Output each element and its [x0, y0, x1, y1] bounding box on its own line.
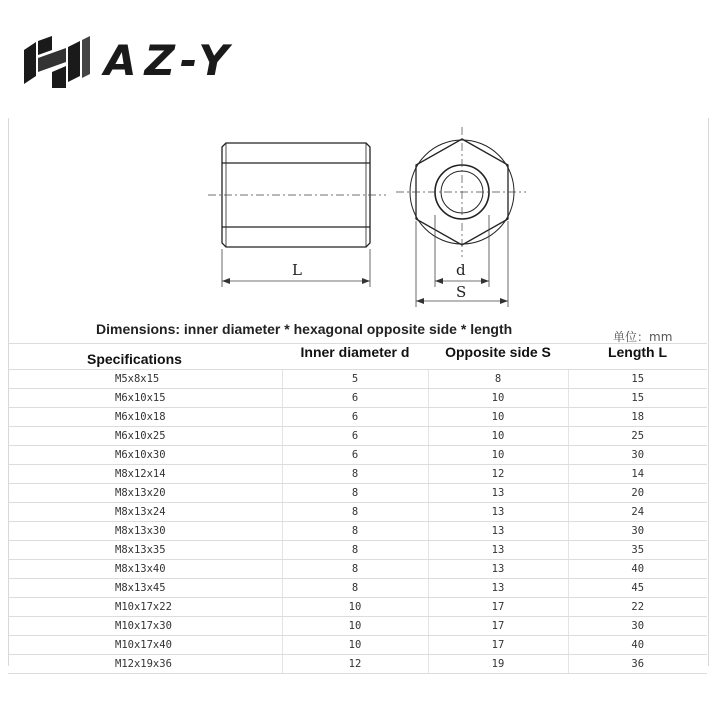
length-cell: 14 — [568, 465, 707, 484]
table-row — [8, 560, 707, 579]
table-row — [8, 465, 707, 484]
length-cell: 40 — [568, 560, 707, 579]
table-row — [8, 655, 707, 674]
opposite-side-cell: 13 — [428, 522, 568, 541]
dimensions-caption: Dimensions: inner diameter * hexagonal opposite side * length — [96, 321, 513, 337]
length-cell: 40 — [568, 636, 707, 655]
length-cell: 30 — [568, 522, 707, 541]
length-cell: 30 — [568, 617, 707, 636]
spec-cell: M10x17x22 — [8, 598, 282, 617]
table-row — [8, 636, 707, 655]
header-opposite-side: Opposite side S — [428, 344, 568, 370]
opposite-side-cell: 13 — [428, 503, 568, 522]
table-row — [8, 503, 707, 522]
inner-diameter-cell: 6 — [282, 389, 428, 408]
opposite-side-cell: 17 — [428, 598, 568, 617]
inner-diameter-cell: 8 — [282, 522, 428, 541]
header-inner-diameter: Inner diameter d — [282, 344, 428, 370]
table-row — [8, 541, 707, 560]
opposite-side-cell: 13 — [428, 579, 568, 598]
inner-diameter-cell: 8 — [282, 541, 428, 560]
length-cell: 35 — [568, 541, 707, 560]
table-row — [8, 427, 707, 446]
spec-cell: M10x17x30 — [8, 617, 282, 636]
inner-diameter-cell: 10 — [282, 636, 428, 655]
inner-diameter-cell: 8 — [282, 560, 428, 579]
spec-cell: M6x10x15 — [8, 389, 282, 408]
inner-diameter-cell: 10 — [282, 617, 428, 636]
opposite-side-cell: 8 — [428, 370, 568, 389]
opposite-side-cell: 17 — [428, 617, 568, 636]
spec-cell: M8x13x24 — [8, 503, 282, 522]
spec-cell: M5x8x15 — [8, 370, 282, 389]
opposite-side-cell: 19 — [428, 655, 568, 674]
table-header-row — [8, 344, 707, 370]
opposite-side-cell: 10 — [428, 389, 568, 408]
brand-name: AZ-Y — [104, 36, 237, 85]
spec-cell: M8x12x14 — [8, 465, 282, 484]
hexagon-logo-icon — [22, 36, 92, 88]
table-row — [8, 446, 707, 465]
inner-diameter-cell: 6 — [282, 427, 428, 446]
table-row — [8, 579, 707, 598]
opposite-side-cell: 13 — [428, 560, 568, 579]
spec-cell: M8x13x35 — [8, 541, 282, 560]
spec-table — [8, 343, 707, 674]
header-specifications: Specifications — [8, 344, 282, 370]
length-cell: 20 — [568, 484, 707, 503]
spec-cell: M6x10x30 — [8, 446, 282, 465]
inner-diameter-cell: 12 — [282, 655, 428, 674]
inner-diameter-cell: 6 — [282, 446, 428, 465]
table-row — [8, 389, 707, 408]
opposite-side-cell: 13 — [428, 541, 568, 560]
inner-diameter-cell: 10 — [282, 598, 428, 617]
spec-cell: M8x13x20 — [8, 484, 282, 503]
table-row — [8, 408, 707, 427]
inner-diameter-cell: 8 — [282, 503, 428, 522]
spec-cell: M8x13x30 — [8, 522, 282, 541]
table-row — [8, 598, 707, 617]
length-cell: 30 — [568, 446, 707, 465]
opposite-side-cell: 10 — [428, 427, 568, 446]
spec-cell: M6x10x25 — [8, 427, 282, 446]
inner-diameter-cell: 8 — [282, 465, 428, 484]
opposite-side-cell: 17 — [428, 636, 568, 655]
spec-cell: M12x19x36 — [8, 655, 282, 674]
inner-diameter-label: d — [456, 261, 466, 279]
opposite-side-label: S — [456, 283, 467, 301]
length-cell: 18 — [568, 408, 707, 427]
length-cell: 15 — [568, 389, 707, 408]
length-cell: 36 — [568, 655, 707, 674]
unit-label: 单位：mm — [613, 330, 673, 344]
table-row — [8, 484, 707, 503]
table-row — [8, 370, 707, 389]
length-cell: 25 — [568, 427, 707, 446]
opposite-side-cell: 13 — [428, 484, 568, 503]
length-cell: 24 — [568, 503, 707, 522]
inner-diameter-cell: 8 — [282, 484, 428, 503]
length-label: L — [292, 261, 302, 279]
opposite-side-cell: 10 — [428, 446, 568, 465]
table-row — [8, 617, 707, 636]
table-row — [8, 522, 707, 541]
spec-cell: M10x17x40 — [8, 636, 282, 655]
length-cell: 45 — [568, 579, 707, 598]
opposite-side-cell: 12 — [428, 465, 568, 484]
opposite-side-cell: 10 — [428, 408, 568, 427]
spec-cell: M8x13x40 — [8, 560, 282, 579]
inner-diameter-cell: 5 — [282, 370, 428, 389]
coupling-nut-drawing — [200, 125, 530, 315]
header-length: Length L — [568, 344, 707, 370]
spec-cell: M8x13x45 — [8, 579, 282, 598]
spec-cell: M6x10x18 — [8, 408, 282, 427]
length-cell: 15 — [568, 370, 707, 389]
length-cell: 22 — [568, 598, 707, 617]
inner-diameter-cell: 6 — [282, 408, 428, 427]
inner-diameter-cell: 8 — [282, 579, 428, 598]
